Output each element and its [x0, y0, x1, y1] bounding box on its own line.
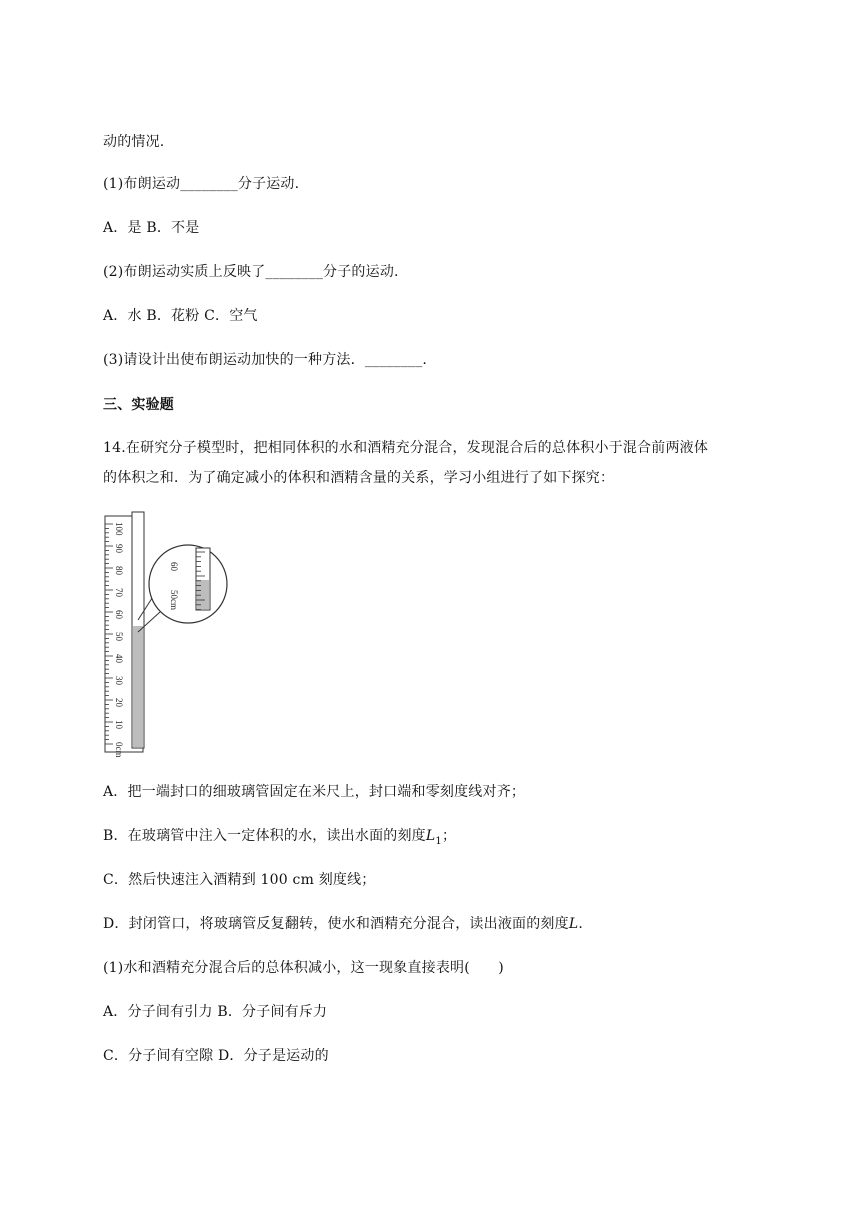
step-a: A．把一端封口的细玻璃管固定在米尺上，封口端和零刻度线对齐；	[103, 784, 526, 800]
step-d-tail: .	[578, 916, 583, 932]
text-line: 动的情况.	[103, 134, 165, 150]
step-b-text: B．在玻璃管中注入一定体积的水，读出水面的刻度	[103, 828, 426, 844]
ruler-label: 70	[114, 588, 124, 597]
symbol-L1: L	[425, 828, 436, 844]
step-d	[103, 914, 583, 934]
options-line: A．是 B．不是	[103, 220, 200, 236]
step-c: C．然后快速注入酒精到 100 cm 刻度线；	[103, 872, 376, 888]
sub-question-1: (1)水和酒精充分混合后的总体积减小，这一现象直接表明( )	[103, 960, 504, 976]
question-3-brownian: (3)请设计出使布朗运动加快的一种方法．________.	[103, 352, 428, 368]
question-2-brownian: (2)布朗运动实质上反映了________分子的运动.	[103, 264, 399, 280]
ruler-tube-figure	[100, 508, 232, 758]
ruler-label: 60	[114, 610, 124, 619]
section-heading: 三、实验题	[103, 397, 174, 413]
problem-14-text: 的体积之和．为了确定减小的体积和酒精含量的关系，学习小组进行了如下探究：	[103, 470, 615, 486]
ruler-label: 0cm	[114, 742, 124, 758]
ruler-label: 30	[114, 676, 124, 685]
ruler-label: 80	[114, 566, 124, 575]
ruler-label: 100	[114, 522, 124, 536]
zoom-label-50cm: 50cm	[169, 590, 179, 610]
ruler-label: 90	[114, 544, 124, 553]
step-d-text: D．封闭管口，将玻璃管反复翻转，使水和酒精充分混合，读出液面的刻度	[103, 916, 569, 932]
options-line: C．分子间有空隙 D．分子是运动的	[103, 1048, 329, 1064]
options-line: A．水 B．花粉 C．空气	[103, 308, 258, 324]
ruler-label: 20	[114, 698, 124, 707]
step-b-tail: ；	[441, 828, 457, 844]
ruler-label: 10	[114, 720, 124, 729]
ruler-label: 40	[114, 654, 124, 663]
options-line: A．分子间有引力 B．分子间有斥力	[103, 1004, 328, 1020]
step-b	[103, 826, 456, 852]
symbol-L: L	[568, 916, 579, 932]
question-1-brownian: (1)布朗运动________分子运动.	[103, 176, 300, 192]
symbol-L1-sub: 1	[435, 835, 442, 847]
ruler-label: 50	[114, 632, 124, 641]
zoom-label-60: 60	[169, 562, 179, 571]
problem-14-text: 14.在研究分子模型时，把相同体积的水和酒精充分混合，发现混合后的总体积小于混合前两液体	[103, 440, 709, 456]
